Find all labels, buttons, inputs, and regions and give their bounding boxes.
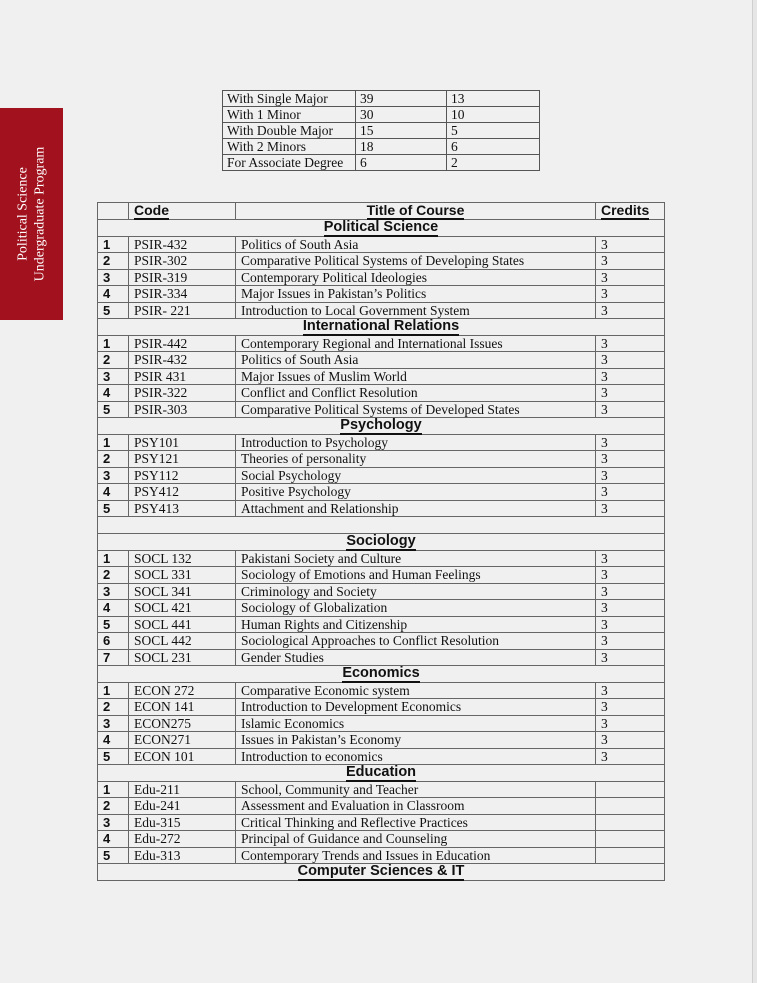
course-title: Gender Studies bbox=[236, 649, 596, 666]
section-heading-row bbox=[98, 220, 665, 237]
major-courses-value: 13 bbox=[447, 91, 540, 107]
course-row bbox=[98, 649, 665, 666]
course-code: PSIR-319 bbox=[129, 269, 236, 286]
course-code: PSIR-302 bbox=[129, 253, 236, 270]
course-number: 5 bbox=[98, 401, 129, 418]
course-code: Edu-313 bbox=[129, 847, 236, 864]
course-code: ECON271 bbox=[129, 732, 236, 749]
major-credits-value: 18 bbox=[356, 139, 447, 155]
course-code: PSIR-303 bbox=[129, 401, 236, 418]
course-number: 3 bbox=[98, 368, 129, 385]
course-credits: 3 bbox=[596, 567, 665, 584]
major-option-label: With Double Major bbox=[223, 123, 356, 139]
course-title: Contemporary Trends and Issues in Education bbox=[236, 847, 596, 864]
course-code: PSIR- 221 bbox=[129, 302, 236, 319]
course-credits: 3 bbox=[596, 368, 665, 385]
course-row bbox=[98, 467, 665, 484]
course-title: Sociological Approaches to Conflict Resolution bbox=[236, 633, 596, 650]
course-table bbox=[97, 202, 665, 881]
section-heading-row bbox=[98, 765, 665, 782]
major-credits-value: 6 bbox=[356, 155, 447, 171]
major-option-label: With 2 Minors bbox=[223, 139, 356, 155]
course-code: SOCL 231 bbox=[129, 649, 236, 666]
course-row bbox=[98, 616, 665, 633]
course-code: PSY412 bbox=[129, 484, 236, 501]
course-title: Theories of personality bbox=[236, 451, 596, 468]
course-credits bbox=[596, 781, 665, 798]
side-tab-line-2: Undergraduate Program bbox=[32, 146, 48, 282]
course-code: ECON 272 bbox=[129, 682, 236, 699]
course-number: 1 bbox=[98, 781, 129, 798]
course-row bbox=[98, 583, 665, 600]
course-title: Comparative Economic system bbox=[236, 682, 596, 699]
course-number: 2 bbox=[98, 253, 129, 270]
course-title: Major Issues in Pakistan’s Politics bbox=[236, 286, 596, 303]
course-code: Edu-211 bbox=[129, 781, 236, 798]
course-row bbox=[98, 451, 665, 468]
course-number: 4 bbox=[98, 286, 129, 303]
major-table-row bbox=[223, 155, 540, 171]
section-heading: Political Science bbox=[98, 220, 665, 237]
course-title: Critical Thinking and Reflective Practices bbox=[236, 814, 596, 831]
course-code: ECON 141 bbox=[129, 699, 236, 716]
course-number: 2 bbox=[98, 451, 129, 468]
course-row bbox=[98, 500, 665, 517]
course-number: 2 bbox=[98, 699, 129, 716]
course-code: SOCL 331 bbox=[129, 567, 236, 584]
course-code: SOCL 421 bbox=[129, 600, 236, 617]
course-code: Edu-315 bbox=[129, 814, 236, 831]
header-title: Title of Course bbox=[236, 203, 596, 220]
course-number: 5 bbox=[98, 302, 129, 319]
course-credits: 3 bbox=[596, 335, 665, 352]
spacer-row bbox=[98, 517, 665, 534]
major-credits-value: 39 bbox=[356, 91, 447, 107]
course-credits: 3 bbox=[596, 302, 665, 319]
course-number: 2 bbox=[98, 352, 129, 369]
course-code: PSY413 bbox=[129, 500, 236, 517]
course-number: 4 bbox=[98, 484, 129, 501]
section-heading-row bbox=[98, 534, 665, 551]
course-code: PSY101 bbox=[129, 434, 236, 451]
course-credits: 3 bbox=[596, 253, 665, 270]
course-row bbox=[98, 732, 665, 749]
course-title: Principal of Guidance and Counseling bbox=[236, 831, 596, 848]
course-number: 3 bbox=[98, 715, 129, 732]
course-number: 6 bbox=[98, 633, 129, 650]
course-number: 4 bbox=[98, 732, 129, 749]
course-number: 5 bbox=[98, 847, 129, 864]
course-row bbox=[98, 352, 665, 369]
major-table-row bbox=[223, 123, 540, 139]
course-number: 5 bbox=[98, 748, 129, 765]
course-title: Introduction to economics bbox=[236, 748, 596, 765]
course-code: PSIR-334 bbox=[129, 286, 236, 303]
course-row bbox=[98, 748, 665, 765]
course-code: Edu-272 bbox=[129, 831, 236, 848]
course-row bbox=[98, 814, 665, 831]
course-row bbox=[98, 286, 665, 303]
course-credits bbox=[596, 847, 665, 864]
course-code: SOCL 442 bbox=[129, 633, 236, 650]
major-credits-value: 15 bbox=[356, 123, 447, 139]
major-credits-value: 30 bbox=[356, 107, 447, 123]
course-title: Conflict and Conflict Resolution bbox=[236, 385, 596, 402]
course-code: PSIR 431 bbox=[129, 368, 236, 385]
course-credits: 3 bbox=[596, 699, 665, 716]
course-code: PSIR-432 bbox=[129, 352, 236, 369]
course-number: 3 bbox=[98, 269, 129, 286]
course-code: SOCL 132 bbox=[129, 550, 236, 567]
course-credits: 3 bbox=[596, 715, 665, 732]
course-credits: 3 bbox=[596, 682, 665, 699]
course-credits: 3 bbox=[596, 236, 665, 253]
course-number: 2 bbox=[98, 567, 129, 584]
course-title: Introduction to Local Government System bbox=[236, 302, 596, 319]
course-row bbox=[98, 699, 665, 716]
course-credits: 3 bbox=[596, 269, 665, 286]
course-title: Introduction to Psychology bbox=[236, 434, 596, 451]
course-number: 1 bbox=[98, 236, 129, 253]
course-number: 7 bbox=[98, 649, 129, 666]
course-credits bbox=[596, 798, 665, 815]
course-credits: 3 bbox=[596, 352, 665, 369]
course-title: Human Rights and Citizenship bbox=[236, 616, 596, 633]
section-heading-row bbox=[98, 666, 665, 683]
course-credits: 3 bbox=[596, 451, 665, 468]
course-row bbox=[98, 401, 665, 418]
course-credits: 3 bbox=[596, 732, 665, 749]
course-title: Major Issues of Muslim World bbox=[236, 368, 596, 385]
course-code: PSIR-442 bbox=[129, 335, 236, 352]
course-title: Sociology of Globalization bbox=[236, 600, 596, 617]
course-row bbox=[98, 368, 665, 385]
course-title: Introduction to Development Economics bbox=[236, 699, 596, 716]
header-code: Code bbox=[129, 203, 236, 220]
course-number: 3 bbox=[98, 583, 129, 600]
section-heading: Sociology bbox=[98, 534, 665, 551]
course-credits: 3 bbox=[596, 286, 665, 303]
course-title: Positive Psychology bbox=[236, 484, 596, 501]
course-row bbox=[98, 550, 665, 567]
side-tab bbox=[0, 108, 63, 320]
course-credits: 3 bbox=[596, 583, 665, 600]
course-title: Politics of South Asia bbox=[236, 236, 596, 253]
course-row bbox=[98, 236, 665, 253]
course-title: Comparative Political Systems of Developed States bbox=[236, 401, 596, 418]
course-number: 3 bbox=[98, 467, 129, 484]
course-credits: 3 bbox=[596, 385, 665, 402]
major-courses-value: 5 bbox=[447, 123, 540, 139]
course-number: 5 bbox=[98, 500, 129, 517]
major-courses-value: 2 bbox=[447, 155, 540, 171]
course-title: School, Community and Teacher bbox=[236, 781, 596, 798]
course-credits: 3 bbox=[596, 550, 665, 567]
section-heading-row bbox=[98, 319, 665, 336]
course-credits: 3 bbox=[596, 600, 665, 617]
course-title: Islamic Economics bbox=[236, 715, 596, 732]
course-code: SOCL 441 bbox=[129, 616, 236, 633]
course-number: 1 bbox=[98, 434, 129, 451]
major-courses-value: 10 bbox=[447, 107, 540, 123]
course-credits: 3 bbox=[596, 633, 665, 650]
major-table-row bbox=[223, 107, 540, 123]
course-title: Attachment and Relationship bbox=[236, 500, 596, 517]
section-heading-row bbox=[98, 418, 665, 435]
section-heading: Computer Sciences & IT bbox=[98, 864, 665, 881]
course-title: Contemporary Regional and International Issues bbox=[236, 335, 596, 352]
course-number: 4 bbox=[98, 831, 129, 848]
major-table-row bbox=[223, 139, 540, 155]
course-code: PSIR-322 bbox=[129, 385, 236, 402]
course-credits: 3 bbox=[596, 484, 665, 501]
course-row bbox=[98, 484, 665, 501]
course-row bbox=[98, 847, 665, 864]
course-credits: 3 bbox=[596, 467, 665, 484]
major-table-row bbox=[223, 91, 540, 107]
course-credits bbox=[596, 831, 665, 848]
course-credits: 3 bbox=[596, 616, 665, 633]
course-number: 3 bbox=[98, 814, 129, 831]
course-title: Pakistani Society and Culture bbox=[236, 550, 596, 567]
section-heading: Economics bbox=[98, 666, 665, 683]
course-title: Issues in Pakistan’s Economy bbox=[236, 732, 596, 749]
course-credits: 3 bbox=[596, 434, 665, 451]
course-row bbox=[98, 302, 665, 319]
course-number: 5 bbox=[98, 616, 129, 633]
course-row bbox=[98, 434, 665, 451]
course-row bbox=[98, 269, 665, 286]
course-credits: 3 bbox=[596, 401, 665, 418]
course-credits: 3 bbox=[596, 500, 665, 517]
course-code: Edu-241 bbox=[129, 798, 236, 815]
course-title: Contemporary Political Ideologies bbox=[236, 269, 596, 286]
course-number: 2 bbox=[98, 798, 129, 815]
section-heading: International Relations bbox=[98, 319, 665, 336]
major-option-label: With Single Major bbox=[223, 91, 356, 107]
course-code: PSY121 bbox=[129, 451, 236, 468]
course-row bbox=[98, 781, 665, 798]
course-code: SOCL 341 bbox=[129, 583, 236, 600]
course-table-header bbox=[98, 203, 665, 220]
page-edge bbox=[752, 0, 757, 983]
course-code: PSY112 bbox=[129, 467, 236, 484]
course-credits bbox=[596, 814, 665, 831]
course-row bbox=[98, 798, 665, 815]
course-title: Comparative Political Systems of Developing States bbox=[236, 253, 596, 270]
section-heading: Psychology bbox=[98, 418, 665, 435]
section-heading: Education bbox=[98, 765, 665, 782]
major-courses-value: 6 bbox=[447, 139, 540, 155]
course-title: Criminology and Society bbox=[236, 583, 596, 600]
course-number: 1 bbox=[98, 335, 129, 352]
course-row bbox=[98, 253, 665, 270]
course-row bbox=[98, 633, 665, 650]
course-row bbox=[98, 335, 665, 352]
course-credits: 3 bbox=[596, 649, 665, 666]
course-title: Sociology of Emotions and Human Feelings bbox=[236, 567, 596, 584]
course-credits: 3 bbox=[596, 748, 665, 765]
course-row bbox=[98, 715, 665, 732]
header-credits: Credits bbox=[596, 203, 665, 220]
side-tab-text bbox=[15, 147, 49, 282]
header-num bbox=[98, 203, 129, 220]
course-number: 1 bbox=[98, 682, 129, 699]
course-code: ECON 101 bbox=[129, 748, 236, 765]
course-row bbox=[98, 385, 665, 402]
course-code: PSIR-432 bbox=[129, 236, 236, 253]
course-number: 4 bbox=[98, 385, 129, 402]
course-number: 1 bbox=[98, 550, 129, 567]
course-row bbox=[98, 682, 665, 699]
course-number: 4 bbox=[98, 600, 129, 617]
course-row bbox=[98, 600, 665, 617]
section-heading-row bbox=[98, 864, 665, 881]
major-option-label: With 1 Minor bbox=[223, 107, 356, 123]
course-row bbox=[98, 567, 665, 584]
major-option-label: For Associate Degree bbox=[223, 155, 356, 171]
course-row bbox=[98, 831, 665, 848]
major-credits-table bbox=[222, 90, 540, 171]
side-tab-line-1: Political Science bbox=[15, 167, 31, 261]
course-title: Social Psychology bbox=[236, 467, 596, 484]
course-title: Politics of South Asia bbox=[236, 352, 596, 369]
course-code: ECON275 bbox=[129, 715, 236, 732]
course-title: Assessment and Evaluation in Classroom bbox=[236, 798, 596, 815]
